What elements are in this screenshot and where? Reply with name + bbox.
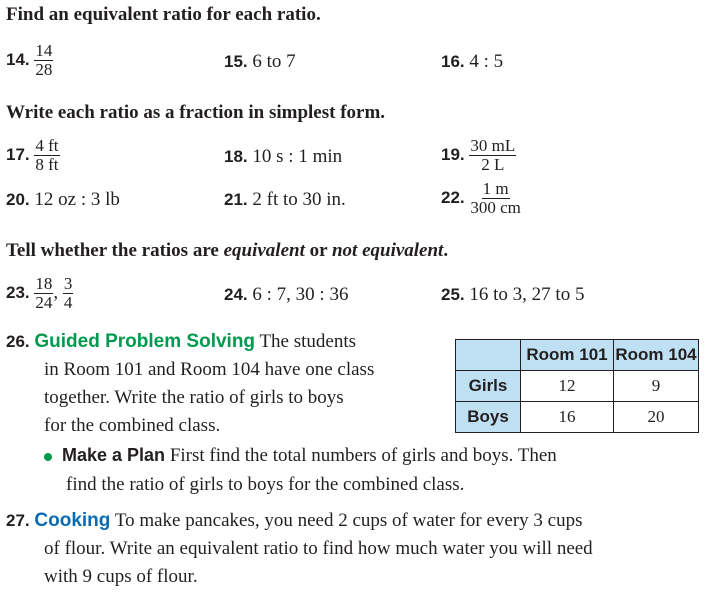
fraction	[34, 42, 53, 79]
plan-text-line: find the ratio of girls to boys for the combined class.	[66, 474, 465, 495]
numerator: 3	[63, 274, 73, 293]
separator: ,	[53, 281, 59, 303]
numerator: 4 ft	[35, 136, 59, 155]
fraction	[34, 275, 53, 312]
problem-text-line: with 9 cups of flour.	[44, 566, 198, 587]
table-cell: 9	[614, 371, 699, 402]
row-label: Girls	[456, 371, 521, 402]
problem-text: 10 s : 1 min	[252, 146, 343, 167]
problem-20	[6, 189, 120, 211]
section-heading-equivalence	[6, 240, 448, 262]
guided-problem-title: Guided Problem Solving	[34, 331, 256, 352]
make-a-plan-line	[44, 445, 557, 467]
row-label: Boys	[456, 402, 521, 433]
problem-number: 26.	[6, 332, 30, 351]
problem-18	[224, 146, 342, 168]
problem-number: 25.	[441, 285, 465, 304]
problem-text: 2 ft to 30 in.	[252, 189, 346, 210]
problem-26-first-line	[6, 331, 356, 353]
table-corner-cell	[456, 340, 521, 371]
problem-19	[441, 137, 516, 174]
table-row	[456, 402, 699, 433]
problem-number: 24.	[224, 285, 248, 304]
heading-part: .	[443, 240, 449, 261]
heading-italic: equivalent	[223, 240, 305, 261]
problem-22	[441, 180, 522, 217]
cooking-title: Cooking	[34, 510, 111, 531]
problem-15	[224, 51, 296, 73]
section-heading-simplest-form: Write each ratio as a fraction in simplest form.	[6, 102, 386, 123]
fraction	[34, 137, 59, 174]
problem-text-line: together. Write the ratio of girls to boys	[44, 387, 344, 408]
problem-23	[6, 275, 73, 312]
problem-text: 16 to 3, 27 to 5	[469, 284, 585, 305]
problem-text-line: in Room 101 and Room 104 have one class	[44, 359, 375, 380]
problem-text: 12 oz : 3 lb	[34, 189, 120, 210]
problem-number: 21.	[224, 190, 248, 209]
table-cell: 16	[521, 402, 614, 433]
heading-italic: not equivalent	[331, 240, 444, 261]
problem-text-line: of flour. Write an equivalent ratio to find how much water you will need	[44, 538, 593, 559]
denominator: 2 L	[481, 155, 505, 174]
numerator: 14	[35, 41, 53, 60]
table-header: Room 101	[521, 340, 614, 371]
fraction	[469, 137, 516, 174]
table-header-row	[456, 340, 699, 371]
problem-number: 27.	[6, 511, 30, 530]
problem-number: 22.	[441, 187, 465, 207]
numerator: 18	[35, 274, 53, 293]
table-header: Room 104	[614, 340, 699, 371]
problem-number: 15.	[224, 52, 248, 71]
section-heading-equivalent: Find an equivalent ratio for each ratio.	[6, 4, 321, 25]
denominator: 24	[35, 293, 53, 312]
problem-number: 20.	[6, 190, 30, 209]
fraction	[63, 275, 74, 312]
problem-number: 19.	[441, 144, 465, 164]
problem-21	[224, 189, 346, 211]
table-cell: 20	[614, 402, 699, 433]
problem-25	[441, 284, 584, 306]
plan-text-line: First find the total numbers of girls and boys. Then	[169, 445, 557, 466]
problem-24	[224, 284, 348, 306]
problem-number: 23.	[6, 282, 30, 302]
denominator: 300 cm	[470, 198, 521, 217]
problem-number: 14.	[6, 49, 30, 69]
denominator: 8 ft	[35, 155, 59, 174]
problem-text: 4 : 5	[469, 51, 504, 72]
problem-text-line: To make pancakes, you need 2 cups of water for every 3 cups	[114, 510, 583, 531]
room-table	[455, 339, 699, 433]
denominator: 28	[35, 60, 53, 79]
problem-number: 16.	[441, 52, 465, 71]
problem-text-line: The students	[259, 331, 357, 352]
numerator: 1 m	[482, 179, 509, 198]
problem-number: 17.	[6, 144, 30, 164]
heading-part: or	[304, 240, 332, 261]
problem-number: 18.	[224, 147, 248, 166]
problem-text-line: for the combined class.	[44, 415, 221, 436]
problem-16	[441, 51, 503, 73]
problem-27-first-line	[6, 510, 583, 532]
bullet-icon	[44, 453, 52, 461]
denominator: 4	[63, 293, 73, 312]
numerator: 30 mL	[470, 136, 516, 155]
table-row	[456, 371, 699, 402]
problem-text: 6 to 7	[252, 51, 296, 72]
problem-14	[6, 42, 53, 79]
heading-part: Tell whether the ratios are	[6, 240, 224, 261]
table-cell: 12	[521, 371, 614, 402]
make-a-plan-label: Make a Plan	[62, 445, 166, 465]
problem-text: 6 : 7, 30 : 36	[252, 284, 349, 305]
fraction	[469, 180, 522, 217]
problem-17	[6, 137, 60, 174]
